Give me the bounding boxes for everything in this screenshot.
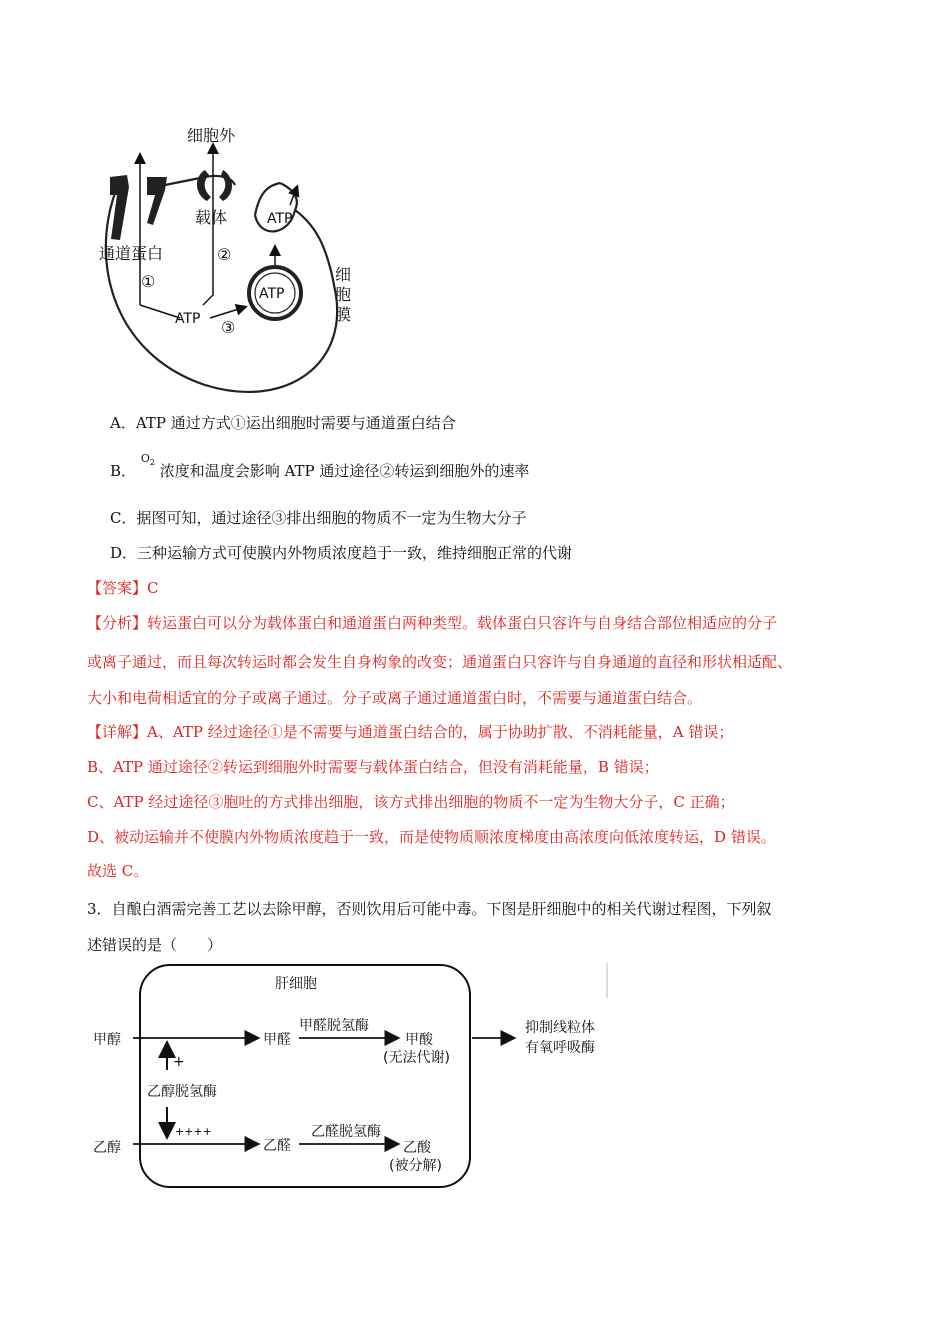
analysis-line-1: 【分析】转运蛋白可以分为载体蛋白和通道蛋白两种类型。载体蛋白只容许与自身结合部位相适应的分子 <box>87 614 778 632</box>
carrier-protein-shape <box>197 170 232 201</box>
ethanol-label: 乙醇 <box>93 1140 121 1156</box>
atp-label-inner: ATP <box>175 311 201 327</box>
route2-label: ② <box>217 245 232 264</box>
formaldehyde-enzyme-label: 甲醛脱氢酶 <box>299 1018 369 1034</box>
transport-diagram <box>95 115 375 400</box>
adh-label: 乙醇脱氢酶 <box>147 1084 217 1100</box>
inhibit-label-2: 有氧呼吸酶 <box>525 1040 595 1056</box>
plus-four-label: ++++ <box>175 1125 212 1138</box>
acetic-acid-label: 乙酸 <box>403 1140 431 1156</box>
formaldehyde-label: 甲醛 <box>263 1032 291 1048</box>
route1-label: ① <box>141 272 156 291</box>
methanol-label: 甲醇 <box>93 1032 121 1048</box>
plus-one-label: + <box>173 1054 185 1070</box>
answer: 【答案】C <box>87 579 159 597</box>
detail-line-5: 故选 C。 <box>87 862 149 880</box>
question3-line-1: 3．自酿白酒需完善工艺以去除甲醇，否则饮用后可能中毒。下图是肝细胞中的相关代谢过程图，下列叙 <box>87 900 772 918</box>
detail-line-2: B、ATP 通过途径②转运到细胞外时需要与载体蛋白结合，但没有消耗能量，B 错误； <box>87 758 659 776</box>
channel-label: 通道蛋白 <box>99 244 164 263</box>
carrier-label: 载体 <box>195 208 228 227</box>
formic-acid-note: (无法代谢) <box>383 1050 450 1066</box>
detail-line-1: 【详解】A、ATP 经过途径①是不需要与通道蛋白结合的，属于协助扩散、不消耗能量，A 错误； <box>87 723 734 741</box>
option-b-text: 浓度和温度会影响 ATP 通过途径②转运到细胞外的速率 <box>159 462 530 480</box>
outside-label: 细胞外 <box>187 126 236 145</box>
option-c: C．据图可知，通过途径③排出细胞的物质不一定为生物大分子 <box>110 509 527 527</box>
detail-line-3: C、ATP 经过途径③胞吐的方式排出细胞，该方式排出细胞的物质不一定为生物大分子，C 正确； <box>87 793 735 811</box>
question3-line-2: 述错误的是（ ） <box>87 936 223 954</box>
liver-cell-title: 肝细胞 <box>275 976 317 992</box>
liver-metabolism-diagram <box>85 960 615 1195</box>
option-a: A．ATP 通过方式①运出细胞时需要与通道蛋白结合 <box>110 414 456 432</box>
membrane-label-2: 胞 <box>335 285 352 304</box>
option-b-o2: O2 <box>140 452 155 468</box>
analysis-line-2: 或离子通过，而且每次转运时都会发生自身构象的改变；通道蛋白只容许与自身通道的直径和形状相适配、 <box>87 653 793 671</box>
detail-line-4: D、被动运输并不使膜内外物质浓度趋于一致，而是使物质顺浓度梯度由高浓度向低浓度转运，D 错误。 <box>87 828 776 846</box>
channel-protein-shape <box>110 175 167 240</box>
analysis-line-3: 大小和电荷相适宜的分子或离子通过。分子或离子通过通道蛋白时，不需要与通道蛋白结合。 <box>87 689 703 707</box>
option-b <box>110 452 530 481</box>
inhibit-label-1: 抑制线粒体 <box>525 1020 595 1036</box>
acetaldehyde-enzyme-label: 乙醛脱氢酶 <box>311 1124 381 1140</box>
route3-label: ③ <box>221 318 236 337</box>
option-b-prefix: B． <box>110 462 137 480</box>
membrane-label-1: 细 <box>335 265 352 284</box>
acetaldehyde-label: 乙醛 <box>263 1138 291 1154</box>
option-d: D．三种运输方式可使膜内外物质浓度趋于一致，维持细胞正常的代谢 <box>110 544 573 562</box>
atp-label-vesicle: ATP <box>259 286 285 302</box>
formic-acid-label: 甲酸 <box>405 1032 433 1048</box>
atp-label-outside: ATP <box>267 211 293 227</box>
acetic-acid-note: (被分解) <box>389 1158 442 1174</box>
membrane-label-3: 膜 <box>335 305 352 324</box>
